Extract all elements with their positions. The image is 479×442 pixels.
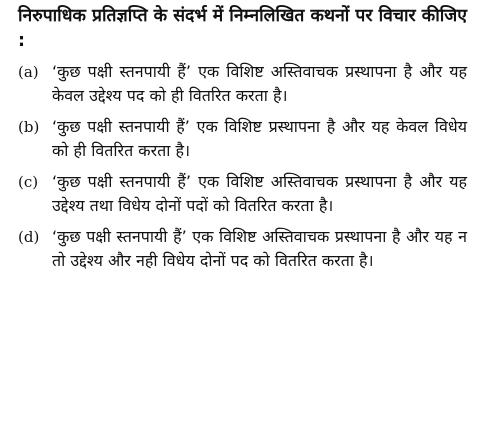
option-d <box>18 225 467 273</box>
option-text: ‘कुछ पक्षी स्तनपायी हैं’ एक विशिष्ट प्रस्थापना है और यह केवल विधेय को ही वितरित करता है। <box>52 117 467 160</box>
option-text: ‘कुछ पक्षी स्तनपायी हैं’ एक विशिष्ट अस्तिवाचक प्रस्थापना है और यह उद्देश्य तथा विधेय दोनों पदों को वितरित करता है। <box>52 172 467 215</box>
option-a <box>18 60 467 108</box>
option-label: (a) <box>18 63 39 81</box>
option-text: ‘कुछ पक्षी स्तनपायी हैं’ एक विशिष्ट अस्तिवाचक प्रस्थापना है और यह केवल उद्देश्य पद को ही वितरित करता है। <box>52 62 467 105</box>
question-text: निरुपाधिक प्रतिज्ञप्ति के संदर्भ में निम्नलिखित कथनों पर विचार कीजिए : <box>18 6 467 51</box>
option-text: ‘कुछ पक्षी स्तनपायी हैं’ एक विशिष्ट अस्तिवाचक प्रस्थापना है और यह न तो उद्देश्य और नही विधेय दोनों पद को वितरित करता है। <box>52 227 467 270</box>
option-label: (c) <box>18 173 39 191</box>
options-list <box>18 60 467 273</box>
option-c <box>18 170 467 218</box>
option-b <box>18 115 467 163</box>
option-label: (b) <box>18 118 40 136</box>
option-label: (d) <box>18 228 40 246</box>
